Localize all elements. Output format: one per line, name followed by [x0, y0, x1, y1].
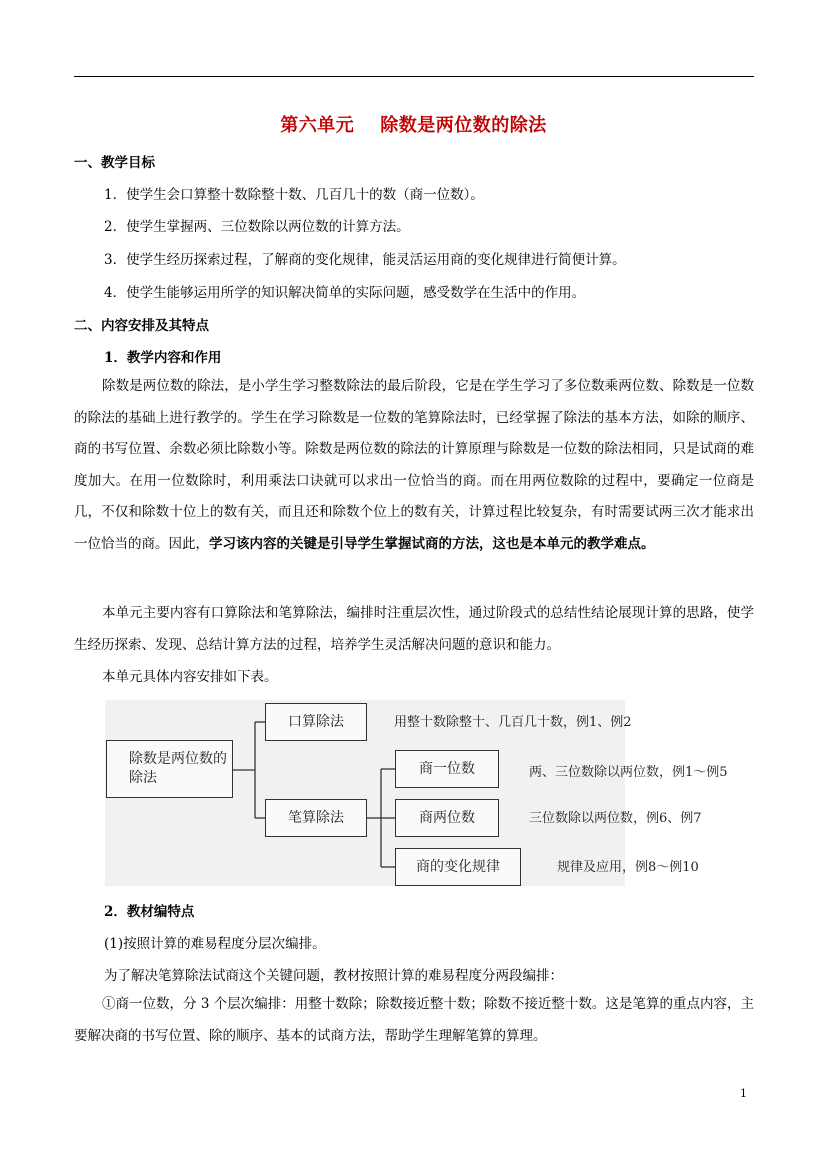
content-structure-diagram: [105, 700, 728, 886]
subsection-1-heading: 1．教学内容和作用: [104, 350, 222, 366]
diagram-branch-quotient-rule-desc: 规律及应用，例8～例10: [557, 860, 699, 875]
diagram-branch-two-digit-desc: 三位数除以两位数，例6、例7: [529, 811, 702, 826]
diagram-oral-box: 口算除法: [265, 703, 367, 741]
goal-item-4: 4．使学生能够运用所学的知识解决简单的实际问题，感受数学在生活中的作用。: [104, 285, 586, 301]
page-number: 1: [740, 1087, 747, 1100]
title-topic: 除数是两位数的除法: [380, 115, 547, 136]
paragraph-layering: (1)按照计算的难易程度分层次编排。: [104, 936, 326, 952]
diagram-oral-desc: 用整十数除整十、几百几十数，例1、例2: [394, 715, 632, 730]
page-title: [0, 111, 827, 137]
diagram-branch-quotient-rule: 商的变化规律: [395, 848, 521, 886]
section2-heading: 二、内容安排及其特点: [74, 318, 209, 334]
goal-item-2: 2．使学生掌握两、三位数除以两位数的计算方法。: [104, 219, 410, 235]
paragraph-content-role: [74, 371, 754, 561]
paragraph-text: 除数是两位数的除法，是小学生学习整数除法的最后阶段，它是在学生学习了多位数乘两位数、除数是一位数的除法的基础上进行教学的。学生在学习除数是一位数的笔算除法时，已经掌握了除法的基本方法，如除的顺序、商的书写位置、余数必须比除数小等。除数是两位数的除法的计算原理与除数是一位数的除法相同，只是试商的难度加大。在用一位数除时，利用乘法口诀就可以求出一位恰当的商。而在用两位数除的过程中，要确定一位商是几，不仅和除数十位上的数有关，而且还和除数个位上的数有关，计算过程比较复杂，有时需要试两三次才能求出一位恰当的商。因此，: [74, 378, 754, 552]
paragraph-key-point: 学习该内容的关键是引导学生掌握试商的方法，这也是本单元的教学难点。: [209, 535, 655, 552]
subsection-2-heading: 2．教材编特点: [104, 904, 195, 920]
paragraph-table-intro: 本单元具体内容安排如下表。: [102, 669, 278, 685]
paragraph-arrangement: 本单元主要内容有口算除法和笔算除法，编排时注重层次性，通过阶段式的总结性结论展现计算的思路，使学生经历探索、发现、总结计算方法的过程，培养学生灵活解决问题的意识和能力。: [74, 605, 754, 653]
diagram-branch-one-digit: 商一位数: [395, 750, 499, 788]
header-rule: [74, 76, 754, 77]
title-unit: 第六单元: [280, 115, 355, 136]
goal-item-1: 1．使学生会口算整十数除整十数、几百几十的数（商一位数）。: [104, 187, 484, 203]
diagram-branch-one-digit-desc: 两、三位数除以两位数，例1～例5: [529, 765, 728, 780]
diagram-branch-two-digit: 商两位数: [395, 799, 499, 837]
paragraph-two-stages: 为了解决笔算除法试商这个关键问题，教材按照计算的难易程度分两段编排：: [104, 968, 563, 984]
diagram-root-box: 除数是两位数的除法: [106, 740, 233, 798]
goal-item-3: 3．使学生经历探索过程，了解商的变化规律，能灵活运用商的变化规律进行简便计算。: [104, 252, 626, 268]
section1-heading: 一、教学目标: [74, 155, 155, 171]
diagram-written-box: 笔算除法: [265, 799, 367, 837]
paragraph-one-digit-quotient: ①商一位数，分 3 个层次编排：用整十数除；除数接近整十数；除数不接近整十数。这是笔算的重点内容，主要解决商的书写位置、除的顺序、基本的试商方法，帮助学生理解笔算的算理。: [74, 996, 754, 1044]
